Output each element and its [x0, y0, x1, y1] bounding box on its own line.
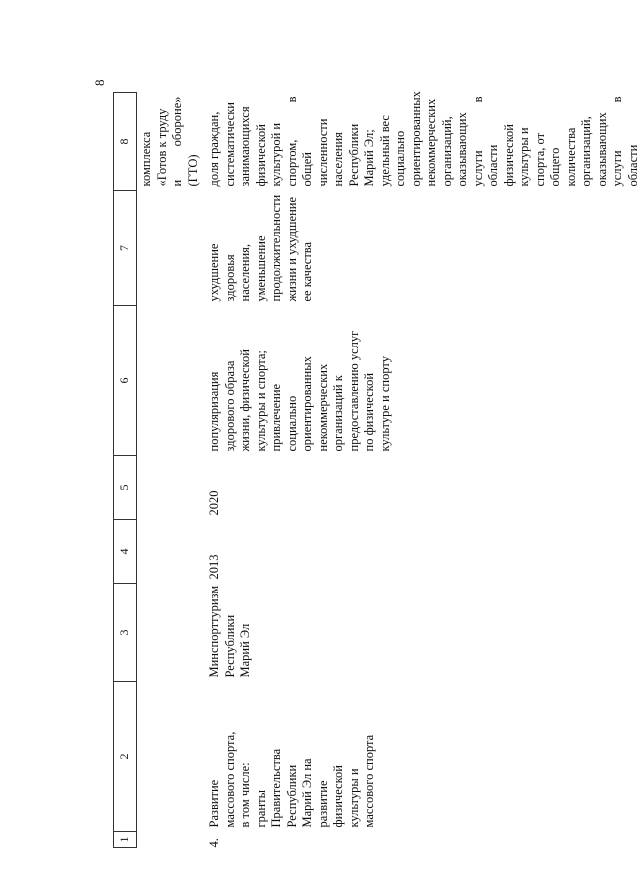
header-col-6: 6 — [114, 306, 137, 456]
cell-start-year: 2013 — [207, 554, 221, 580]
program-table — [113, 92, 640, 848]
cell-consequences: ухудшение здоровья населения, уменьшение продолжительности жизни и ухудшение ее качества — [207, 194, 314, 302]
cell-expected-result: популяризация здорового образа жизни, физической культуры и спорта; привлечение социально ориентированных некоммерческих организаций к предоставлению услуг по физической культуре и спорту — [207, 330, 392, 452]
cell-activity-name: Развитие массового спорта, в том числе: гранты Правительства Республики Марий Эл на развитие физической культуры и массового спорта — [207, 731, 376, 828]
cell-end-year: 2020 — [207, 490, 221, 516]
header-col-8: 8 — [114, 93, 137, 191]
table-row — [201, 93, 640, 848]
continuation-row — [137, 93, 202, 848]
header-col-2: 2 — [114, 682, 137, 832]
header-col-5: 5 — [114, 456, 137, 520]
header-col-7: 7 — [114, 191, 137, 306]
page-number: 8 — [92, 79, 107, 86]
header-col-3: 3 — [114, 584, 137, 682]
rotated-page-content — [113, 91, 640, 848]
cell-responsible: Минспорттуризм Республики Марий Эл — [207, 585, 252, 678]
header-col-1: 1 — [114, 832, 137, 848]
header-row — [114, 93, 137, 848]
continuation-cell-col8: комплекса «Готов к труду и обороне» (ГТО) — [139, 96, 200, 187]
cell-indicators: доля граждан, систематически занимающихся физической культурой и спортом, в общей численности населения Республики Марий Эл; удельный вес социально ориентированных некоммерческих организаций, оказывающих услуги в области физической культуры и спорта, от общего количества организаций, оказывающих услуги в области — [207, 91, 640, 187]
header-col-4: 4 — [114, 520, 137, 584]
row-number: 4. — [207, 838, 221, 848]
